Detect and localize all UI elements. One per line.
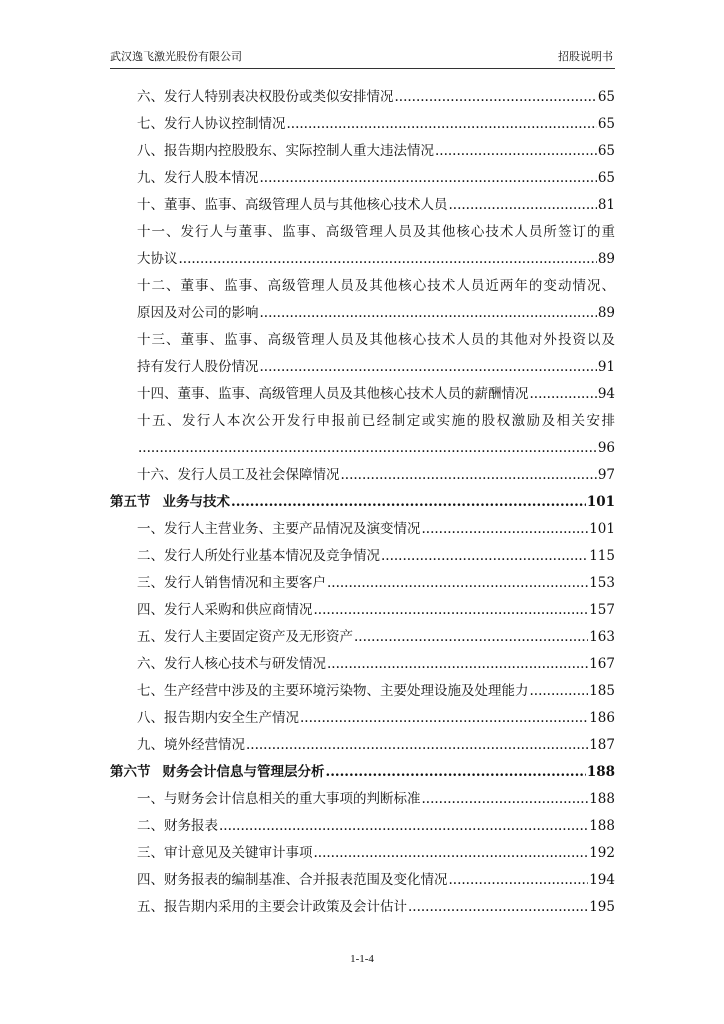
toc-page-number: 89 (597, 251, 615, 267)
toc-page-number: 65 (597, 89, 615, 105)
toc-entry[interactable] (110, 165, 615, 192)
toc-entry-title: 财务会计信息与管理层分析 (162, 764, 325, 780)
toc-entry[interactable] (110, 516, 615, 543)
toc-page-number: 97 (597, 467, 615, 483)
toc-entry-title: 五、发行人主要固定资产及无形资产 (137, 629, 353, 645)
toc-entry[interactable] (110, 813, 615, 840)
toc-dot-leader (219, 813, 588, 840)
toc-entry[interactable] (110, 867, 615, 894)
toc-dot-leader (287, 111, 597, 138)
toc-entry[interactable] (110, 543, 615, 570)
toc-page-number: 65 (597, 170, 615, 186)
toc-dot-leader (300, 705, 588, 732)
toc-entry-continuation[interactable] (110, 354, 615, 381)
toc-entry-title: 十、董事、监事、高级管理人员与其他核心技术人员 (137, 197, 448, 213)
toc-dot-leader (341, 462, 597, 489)
toc-dot-leader (408, 894, 588, 921)
page-header (110, 50, 615, 69)
toc-entry-title: 六、发行人特别表决权股份或类似安排情况 (137, 89, 394, 105)
toc-dot-leader (449, 192, 597, 219)
toc-entry-title: 八、报告期内安全生产情况 (137, 710, 299, 726)
toc-entry-first-line[interactable] (110, 408, 615, 435)
toc-entry[interactable] (110, 786, 615, 813)
toc-entry[interactable] (110, 381, 615, 408)
toc-entry[interactable] (110, 192, 615, 219)
toc-entry-title: 八、报告期内控股股东、实际控制人重大违法情况 (137, 143, 434, 159)
toc-dot-leader (381, 543, 588, 570)
toc-dot-leader (327, 651, 588, 678)
toc-dot-leader (138, 435, 597, 462)
toc-entry-title: 七、生产经营中涉及的主要环境污染物、主要处理设施及处理能力 (137, 683, 529, 699)
toc-entry[interactable] (110, 462, 615, 489)
toc-entry-title: 持有发行人股份情况 (137, 359, 259, 375)
toc-section-number: 第五节 (110, 494, 151, 510)
toc-entry-title: 十三、董事、监事、高级管理人员及其他核心技术人员的其他对外投资以及 (137, 332, 615, 348)
toc-page-number: 101 (586, 494, 615, 510)
toc-dot-leader (354, 624, 588, 651)
toc-page-number: 187 (589, 737, 615, 753)
toc-dot-leader (326, 759, 586, 786)
toc-page-number: 192 (589, 845, 615, 861)
toc-dot-leader (260, 300, 597, 327)
toc-page-number: 157 (589, 602, 615, 618)
toc-page-number: 195 (589, 899, 615, 915)
page-number: 1-1-4 (350, 953, 374, 965)
toc-page-number: 163 (589, 629, 615, 645)
toc-entry-title: 三、审计意见及关键审计事项 (137, 845, 313, 861)
toc-entry-title: 三、发行人销售情况和主要客户 (137, 575, 326, 591)
toc-dot-leader (231, 489, 586, 516)
toc-entry-title: 一、与财务会计信息相关的重大事项的判断标准 (137, 791, 421, 807)
toc-entry-title: 四、发行人采购和供应商情况 (137, 602, 313, 618)
toc-dot-leader (260, 165, 597, 192)
toc-entry-first-line[interactable] (110, 273, 615, 300)
toc-entry-title: 十二、董事、监事、高级管理人员及其他核心技术人员近两年的变动情况、 (137, 278, 615, 294)
toc-entry[interactable] (110, 678, 615, 705)
toc-entry[interactable] (110, 84, 615, 111)
toc-page-number: 65 (597, 143, 615, 159)
toc-section-heading[interactable] (110, 489, 615, 516)
toc-entry-title: 二、发行人所处行业基本情况及竞争情况 (137, 548, 380, 564)
toc-dot-leader (246, 732, 588, 759)
toc-dot-leader (179, 246, 597, 273)
table-of-contents (110, 84, 615, 921)
toc-page-number: 101 (589, 521, 615, 537)
toc-page-number: 89 (597, 305, 615, 321)
toc-entry[interactable] (110, 570, 615, 597)
toc-dot-leader (314, 840, 589, 867)
toc-entry[interactable] (110, 651, 615, 678)
toc-entry-title: 大协议 (137, 251, 178, 267)
toc-dot-leader (435, 138, 597, 165)
toc-entry[interactable] (110, 840, 615, 867)
toc-page-number: 94 (597, 386, 615, 402)
toc-page-number: 153 (589, 575, 615, 591)
toc-page-number: 65 (597, 116, 615, 132)
toc-page-number: 188 (589, 791, 615, 807)
toc-dot-leader (530, 678, 589, 705)
toc-entry-title: 十五、发行人本次公开发行申报前已经制定或实施的股权激励及相关安排 (137, 413, 615, 429)
toc-entry-title: 十六、发行人员工及社会保障情况 (137, 467, 340, 483)
toc-dot-leader (395, 84, 597, 111)
toc-entry-first-line[interactable] (110, 219, 615, 246)
toc-section-heading[interactable] (110, 759, 615, 786)
toc-entry-title: 原因及对公司的影响 (137, 305, 259, 321)
toc-page-number: 115 (589, 548, 615, 564)
header-company-name: 武汉逸飞激光股份有限公司 (110, 50, 242, 63)
toc-entry[interactable] (110, 732, 615, 759)
toc-entry[interactable] (110, 624, 615, 651)
toc-entry[interactable] (110, 111, 615, 138)
toc-page-number: 186 (589, 710, 615, 726)
toc-entry-title: 十一、发行人与董事、监事、高级管理人员及其他核心技术人员所签订的重 (137, 224, 615, 240)
toc-dot-leader (327, 570, 588, 597)
toc-page-number: 188 (586, 764, 615, 780)
toc-entry[interactable] (110, 597, 615, 624)
toc-page-number: 194 (589, 872, 615, 888)
toc-entry-title: 业务与技术 (162, 494, 230, 510)
toc-page-number: 185 (589, 683, 615, 699)
toc-dot-leader (530, 381, 597, 408)
toc-entry-title: 九、发行人股本情况 (137, 170, 259, 186)
toc-entry-title: 九、境外经营情况 (137, 737, 245, 753)
toc-dot-leader (314, 597, 589, 624)
toc-entry-title: 六、发行人核心技术与研发情况 (137, 656, 326, 672)
toc-entry[interactable] (110, 138, 615, 165)
toc-page-number: 96 (597, 440, 615, 456)
toc-dot-leader (422, 516, 589, 543)
toc-dot-leader (449, 867, 589, 894)
toc-entry-title: 七、发行人协议控制情况 (137, 116, 286, 132)
toc-dot-leader (422, 786, 589, 813)
toc-dot-leader (260, 354, 597, 381)
toc-page-number: 188 (589, 818, 615, 834)
header-document-type: 招股说明书 (558, 50, 613, 63)
toc-entry[interactable] (110, 894, 615, 921)
toc-entry-title: 四、财务报表的编制基准、合并报表范围及变化情况 (137, 872, 448, 888)
toc-entry-continuation[interactable] (110, 435, 615, 462)
toc-entry[interactable] (110, 705, 615, 732)
toc-page-number: 167 (589, 656, 615, 672)
toc-page-number: 91 (597, 359, 615, 375)
toc-entry-title: 五、报告期内采用的主要会计政策及会计估计 (137, 899, 407, 915)
toc-entry-title: 二、财务报表 (137, 818, 218, 834)
toc-entry-title: 十四、董事、监事、高级管理人员及其他核心技术人员的薪酬情况 (137, 386, 529, 402)
toc-page-number: 81 (597, 197, 615, 213)
toc-entry-title: 一、发行人主营业务、主要产品情况及演变情况 (137, 521, 421, 537)
toc-entry-continuation[interactable] (110, 300, 615, 327)
toc-section-number: 第六节 (110, 764, 151, 780)
toc-entry-continuation[interactable] (110, 246, 615, 273)
toc-entry-first-line[interactable] (110, 327, 615, 354)
